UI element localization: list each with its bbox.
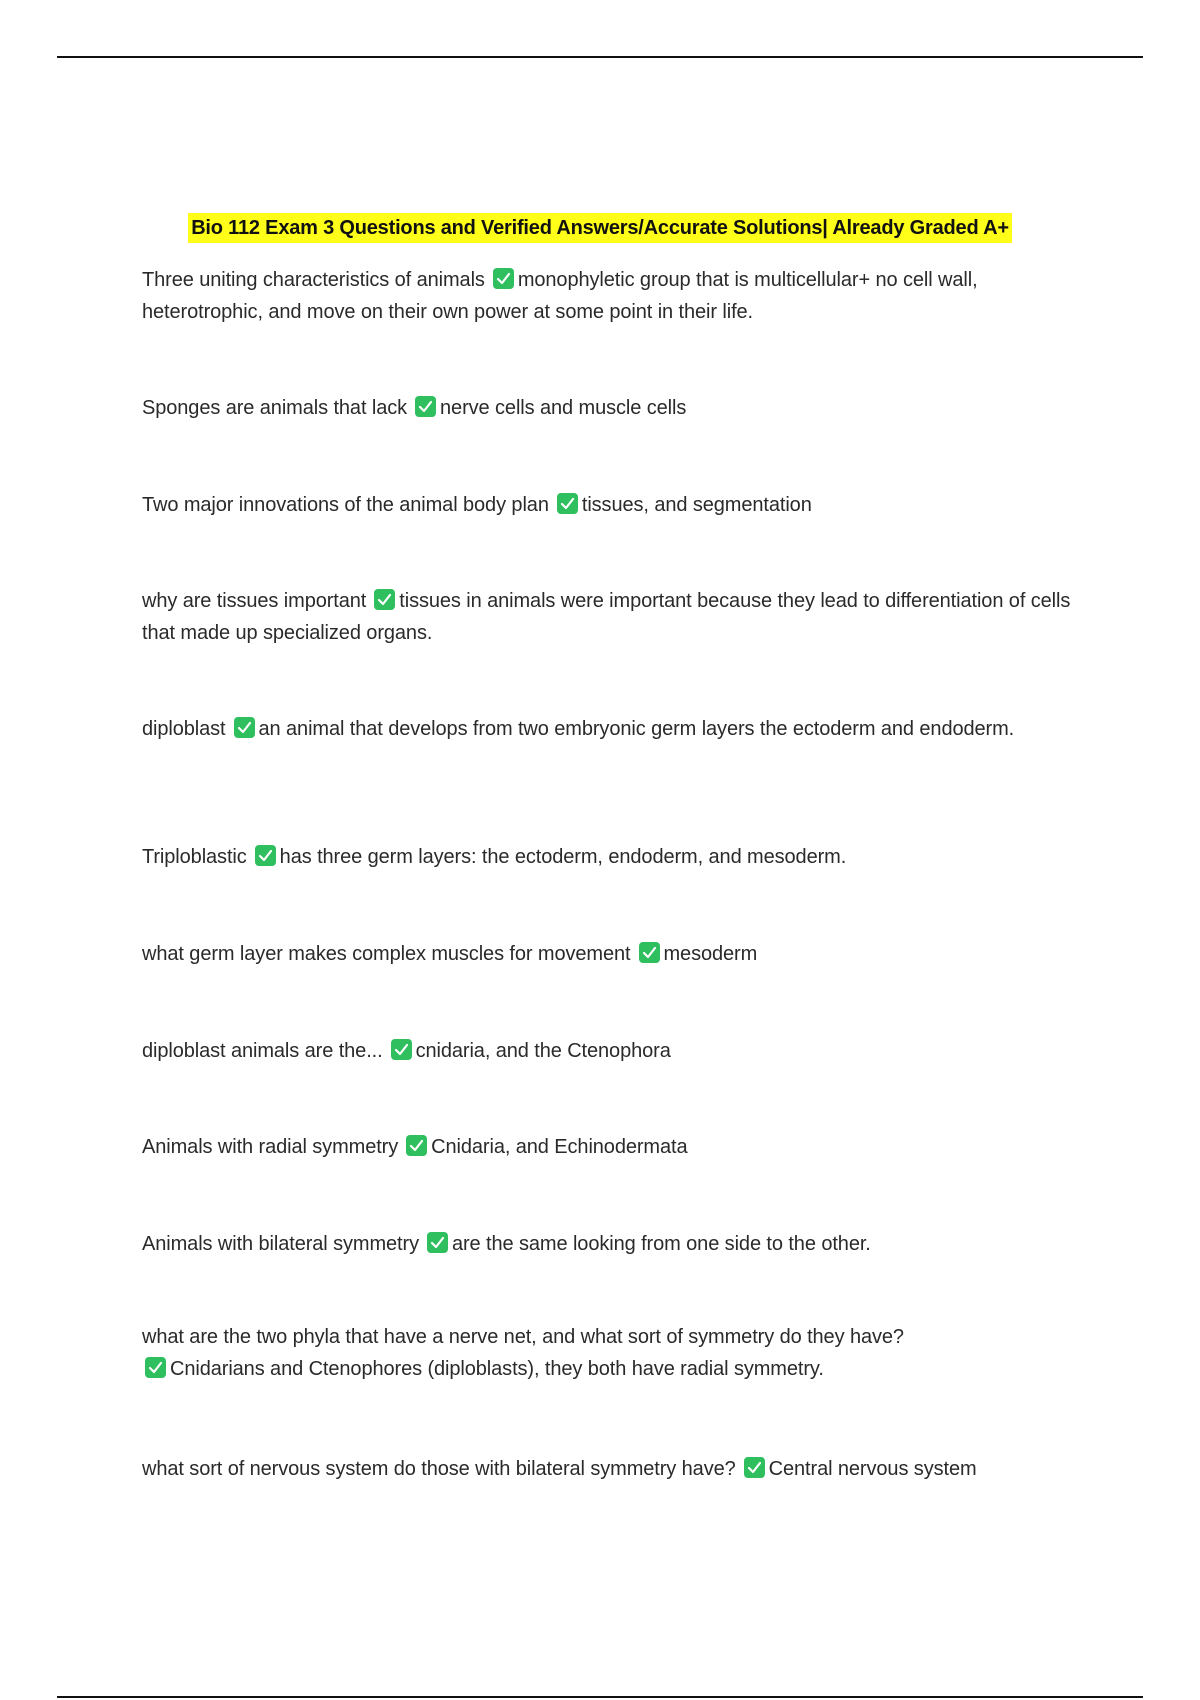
answer-text: monophyletic group that is multicellular+ no cell wall, heterotrophic, and move on their own power at some point in their life. [142,269,978,323]
checkmark-icon [427,1232,448,1253]
qa-item [142,938,1072,970]
question-text: Triploblastic [142,846,247,868]
checkmark-icon [415,396,436,417]
answer-text: an animal that develops from two embryonic germ layers the ectoderm and endoderm. [258,718,1015,740]
qa-item [142,585,1072,649]
question-text: Animals with radial symmetry [142,1136,399,1158]
checkmark-icon [145,1357,166,1378]
question-text: Animals with bilateral symmetry [142,1233,419,1255]
answer-text: has three germ layers: the ectoderm, endoderm, and mesoderm. [279,846,847,868]
answer-text: are the same looking from one side to the other. [451,1233,871,1255]
checkmark-icon [391,1039,412,1060]
question-text: what sort of nervous system do those with bilateral symmetry have? [142,1458,736,1480]
document-title: Bio 112 Exam 3 Questions and Verified Answers/Accurate Solutions| Already Graded A+ [188,213,1012,243]
checkmark-icon [234,717,255,738]
qa-item [142,1131,1072,1163]
qa-item [142,264,1072,328]
qa-item [142,489,1072,521]
answer-text: tissues, and segmentation [581,494,812,516]
checkmark-icon [493,268,514,289]
question-text: why are tissues important [142,590,367,612]
question-text: Sponges are animals that lack [142,397,408,419]
answer-text: Cnidaria, and Echinodermata [431,1136,688,1158]
answer-text: tissues in animals were important because they lead to differentiation of cells that made up specialized organs. [142,590,1071,644]
question-text: Three uniting characteristics of animals [142,269,485,291]
question-text: diploblast [142,718,226,740]
checkmark-icon [406,1135,427,1156]
question-text: what germ layer makes complex muscles for movement [142,943,631,965]
question-text: what are the two phyla that have a nerve net, and what sort of symmetry do they have? [142,1326,904,1348]
answer-text: Central nervous system [768,1458,977,1480]
answer-text: cnidaria, and the Ctenophora [415,1040,671,1062]
qa-item [142,713,1072,745]
checkmark-icon [639,942,660,963]
qa-item [142,841,1072,873]
checkmark-icon [255,845,276,866]
answer-text: Cnidarians and Ctenophores (diploblasts), they both have radial symmetry. [170,1358,824,1380]
title-container [0,213,1200,243]
question-text: diploblast animals are the... [142,1040,383,1062]
checkmark-icon [374,589,395,610]
qa-item [142,392,1072,424]
qa-item [142,1035,1072,1067]
top-rule [57,56,1143,58]
checkmark-icon [557,493,578,514]
bottom-rule [57,1696,1143,1698]
answer-text: mesoderm [663,943,758,965]
qa-item [142,1453,1152,1485]
qa-item [142,1321,1072,1385]
question-text: Two major innovations of the animal body plan [142,494,549,516]
answer-text: nerve cells and muscle cells [440,397,687,419]
checkmark-icon [744,1457,765,1478]
qa-item [142,1228,1072,1260]
